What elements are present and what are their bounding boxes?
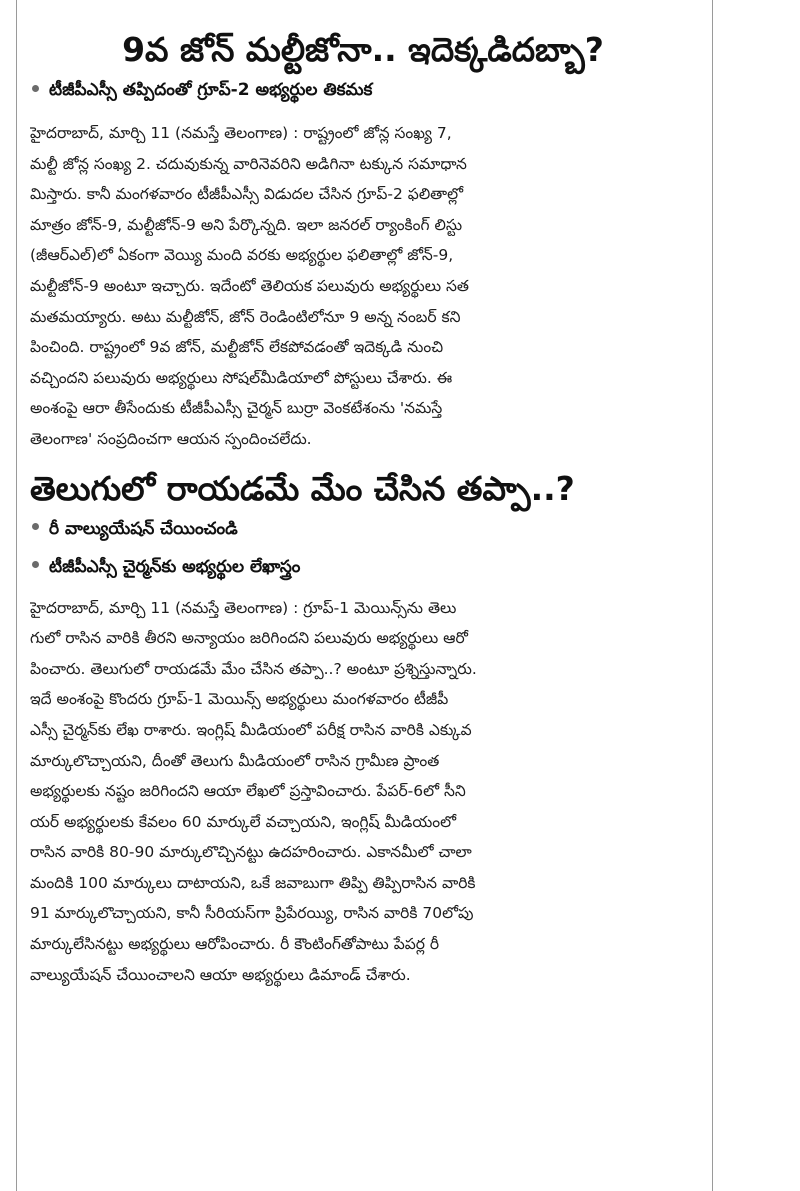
body-line: మతమయ్యారు. అటు మల్టీజోన్‌, జోన్‌ రెండింటిలోనూ 9 అన్న నంబర్‌ కని: [30, 307, 461, 326]
body-line: వాల్యుయేషన్‌ చేయించాలని ఆయా అభ్యర్థులు డిమాండ్‌ చేశారు.: [30, 965, 411, 984]
article-subheading: [32, 553, 696, 581]
article-column: [30, 20, 696, 990]
body-line: మార్కులొచ్చాయని, దీంతో తెలుగు మీడియంలో రాసిన గ్రామీణ ప్రాంత: [30, 751, 440, 770]
bullet-icon: [32, 523, 39, 530]
body-line: పించారు. తెలుగులో రాయడమే మేం చేసిన తప్పా..? అంటూ ప్రశ్నిస్తున్నారు.: [30, 659, 477, 678]
body-line: మార్కులేసినట్టు అభ్యర్థులు ఆరోపించారు. రీ కౌంటింగ్‌తోపాటు పేపర్ల రీ: [30, 935, 440, 954]
article-subheading: [32, 515, 696, 543]
article-headline: తెలుగులో రాయడమే మేం చేసిన తప్పా..?: [30, 468, 575, 508]
body-line: తెలంగాణ' సంప్రదించగా ఆయన స్పందించలేదు.: [30, 429, 312, 448]
article-telugu-medium: [30, 467, 696, 991]
body-line: మాత్రం జోన్‌-9, మల్టీజోన్‌-9 అని పేర్కొన్నది. ఇలా జనరల్‌ ర్యాంకింగ్‌ లిస్టు: [30, 215, 463, 234]
body-line: ఇదే అంశంపై కొందరు గ్రూప్‌-1 మెయిన్స్‌ అభ్యర్థులు మంగళవారం టీజీపీ: [30, 690, 449, 709]
bullet-icon: [32, 561, 39, 568]
body-line: హైదరాబాద్‌, మార్చి 11 (నమస్తే తెలంగాణ) : గ్రూప్‌-1 మెయిన్స్‌ను తెలు: [30, 598, 457, 617]
article-body: [30, 118, 696, 455]
subheading-text: టీజీపీఎస్సీ తప్పిదంతో గ్రూప్‌-2 అభ్యర్థుల తికమక: [49, 80, 373, 100]
article-subheading: [32, 76, 696, 104]
article-headline: 9వ జోన్‌ మల్టీజోనా.. ఇదెక్కడిదబ్బా?: [122, 30, 604, 69]
subheading-text: రీ వాల్యుయేషన్‌ చేయించండి: [49, 518, 238, 539]
body-line: (జీఆర్‌ఎల్‌)లో ఏకంగా వెయ్యి మంది వరకు అభ్యర్థుల ఫలితాల్లో జోన్‌-9,: [30, 246, 454, 265]
body-line: అభ్యర్థులకు నష్టం జరిగిందని ఆయా లేఖలో ప్రస్తావించారు. పేపర్‌-6లో సీని: [30, 782, 466, 801]
body-line: మందికి 100 మార్కులు దాటాయని, ఒకే జవాబుగా తిప్పి తిప్పిరాసిన వారికి: [30, 873, 476, 892]
body-line: మిస్తారు. కానీ మంగళవారం టీజీపీఎస్సీ విడుదల చేసిన గ్రూప్‌-2 ఫలితాల్లో: [30, 185, 464, 204]
article-zone-nine: [30, 28, 696, 455]
body-line: గులో రాసిన వారికి తీరని అన్యాయం జరిగిందని పలువురు అభ్యర్థులు ఆరో: [30, 629, 469, 648]
column-rule-right: [712, 0, 713, 1191]
body-line: యర్‌ అభ్యర్థులకు కేవలం 60 మార్కులే వచ్చాయని, ఇంగ్లిష్‌ మీడియంలో: [30, 812, 457, 831]
body-line: మల్టీజోన్‌-9 అంటూ ఇచ్చారు. ఇదేంటో తెలియక పలువురు అభ్యర్థులు సత: [30, 276, 469, 295]
subheading-text: టీజీపీఎస్సీ చైర్మన్‌కు అభ్యర్థుల లేఖాస్త్రం: [49, 556, 301, 577]
body-line: వచ్చిందని పలువురు అభ్యర్థులు సోషల్‌మీడియాలో పోస్టులు చేశారు. ఈ: [30, 368, 453, 387]
bullet-icon: [32, 85, 39, 92]
body-line: రాసిన వారికి 80-90 మార్కులొచ్చినట్టు ఉదహరించారు. ఎకానమీలో చాలా: [30, 843, 472, 862]
body-line: అంశంపై ఆరా తీసేందుకు టీజీపీఎస్సీ చైర్మన్‌ బుర్రా వెంకటేశంను 'నమస్తే: [30, 399, 443, 418]
article-body: [30, 593, 696, 991]
body-line: మల్టీ జోన్ల సంఖ్య 2. చదువుకున్న వారినెవరిని అడిగినా టక్కున సమాధాన: [30, 154, 467, 173]
body-line: ఎస్సీ చైర్మన్‌కు లేఖ రాశారు. ఇంగ్లిష్‌ మీడియంలో పరీక్ష రాసిన వారికి ఎక్కువ: [30, 720, 472, 739]
body-line: పించింది. రాష్ట్రంలో 9వ జోన్‌, మల్టీజోన్‌ లేకపోవడంతో ఇదెక్కడి నుంచి: [30, 338, 444, 357]
body-line: హైదరాబాద్‌, మార్చి 11 (నమస్తే తెలంగాణ) : రాష్ట్రంలో జోన్ల సంఖ్య 7,: [30, 124, 452, 142]
body-line: 91 మార్కులొచ్చాయని, కానీ సీరియస్‌గా ప్రిపేరయ్యి, రాసిన వారికి 70లోపు: [30, 904, 474, 923]
column-rule-left: [16, 0, 17, 1191]
